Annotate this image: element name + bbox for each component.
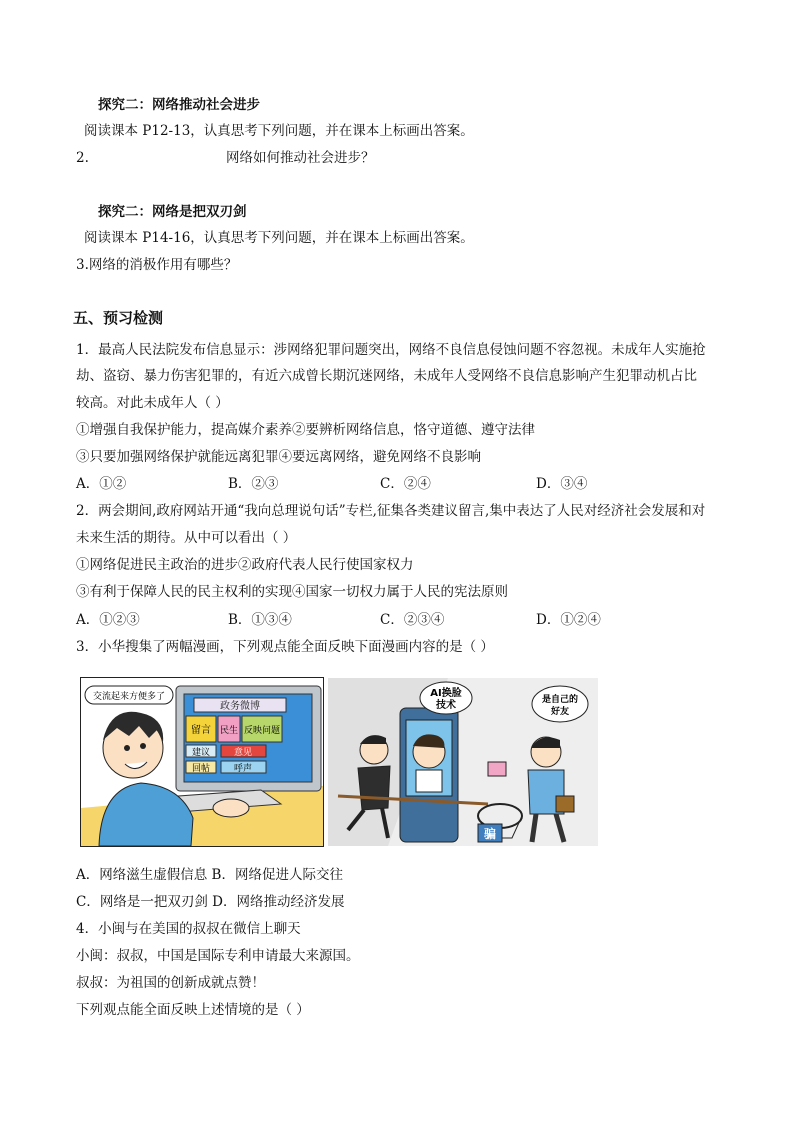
q2-statement: ③有利于保障人民的民主权利的实现④国家一切权力属于人民的宪法原则 [76, 584, 508, 600]
q1-statement: ①增强自我保护能力，提高媒介素养②要辨析网络信息，恪守道德、遵守法律 [76, 422, 535, 438]
q1-option-b[interactable]: B．②③ [228, 476, 279, 492]
q3-stem-line: 3．小华搜集了两幅漫画，下列观点能全面反映下面漫画内容的是（ ） [76, 639, 494, 655]
tag-husheng: 呼声 [233, 764, 253, 774]
question-text: 网络如何推动社会进步？ [226, 150, 375, 166]
tag-liuyan: 留言 [191, 725, 211, 736]
tag-yijian: 意见 [233, 748, 253, 758]
q3-options-row[interactable]: C．网络是一把双刃剑 D．网络推动经济发展 [76, 894, 345, 910]
question-text: 3.网络的消极作用有哪些？ [76, 257, 238, 273]
screen-title: 政务微博 [220, 701, 260, 712]
explore-heading-progress: 探究二：网络推动社会进步 [98, 97, 260, 113]
tag-jianyi: 建议 [191, 748, 211, 758]
q4-stem-line: 下列观点能全面反映上述情境的是（ ） [76, 1002, 310, 1018]
q3-options-row[interactable]: A．网络滋生虚假信息 B．网络促进人际交往 [76, 867, 343, 883]
cartoon-government-weibo [80, 677, 324, 847]
q4-dialogue-line: 叔叔：为祖国的创新成就点赞！ [76, 975, 265, 991]
q1-statement: ③只要加强网络保护就能远离犯罪④要远离网络，避免网络不良影响 [76, 449, 481, 465]
q2-stem-line: 未来生活的期待。从中可以看出（ ） [76, 530, 297, 546]
q1-stem-line: 劫、盗窃、暴力伤害犯罪的，有近六成曾长期沉迷网络，未成年人受网络不良信息影响产生犯罪动机占比 [76, 368, 697, 384]
q1-stem-line: 较高。对此未成年人（ ） [76, 395, 229, 411]
friend-bubble-line1: 是自己的 [541, 695, 579, 705]
q4-stem-line: 4．小闽与在美国的叔叔在微信上聊天 [76, 921, 301, 937]
q2-option-c[interactable]: C．②③④ [380, 612, 445, 628]
q2-option-b[interactable]: B．①③④ [228, 612, 292, 628]
friend-bubble-line2: 好友 [550, 707, 570, 717]
q2-option-a[interactable]: A．①②③ [76, 612, 140, 628]
question-number: 2. [76, 150, 89, 166]
q1-option-c[interactable]: C．②④ [380, 476, 431, 492]
q4-dialogue-line: 小闽：叔叔，中国是国际专利申请最大来源国。 [76, 948, 360, 964]
q1-option-a[interactable]: A．①② [76, 476, 127, 492]
speech-bubble: 交流起来方便多了 [92, 692, 166, 702]
tag-minsheng: 民生 [219, 726, 239, 736]
q2-option-d[interactable]: D．①②④ [536, 612, 601, 628]
q1-stem-line: 1．最高人民法院发布信息显示：涉网络犯罪问题突出，网络不良信息侵蚀问题不容忽视。未成年人实施抢 [76, 342, 706, 358]
ai-bubble-line2: 技术 [436, 700, 456, 711]
scam-label: 骗 [483, 827, 497, 841]
tag-huitie: 回帖 [191, 764, 211, 774]
explore-instruction: 阅读课本 P12-13，认真思考下列问题，并在课本上标画出答案。 [84, 123, 474, 139]
section-title: 五、预习检测 [73, 309, 164, 327]
q1-option-d[interactable]: D．③④ [536, 476, 588, 492]
explore-instruction: 阅读课本 P14-16，认真思考下列问题，并在课本上标画出答案。 [84, 230, 474, 246]
cartoon-ai-face-swap [327, 677, 599, 847]
tag-fanying: 反映问题 [243, 726, 281, 736]
ai-bubble-line1: AI换脸 [430, 688, 462, 699]
q2-statement: ①网络促进民主政治的进步②政府代表人民行使国家权力 [76, 557, 414, 573]
q2-stem-line: 2．两会期间,政府网站开通“我向总理说句话”专栏,征集各类建议留言,集中表达了人民对经济社会发展和对 [76, 503, 706, 519]
explore-heading-double-edged: 探究二：网络是把双刃剑 [98, 204, 247, 220]
